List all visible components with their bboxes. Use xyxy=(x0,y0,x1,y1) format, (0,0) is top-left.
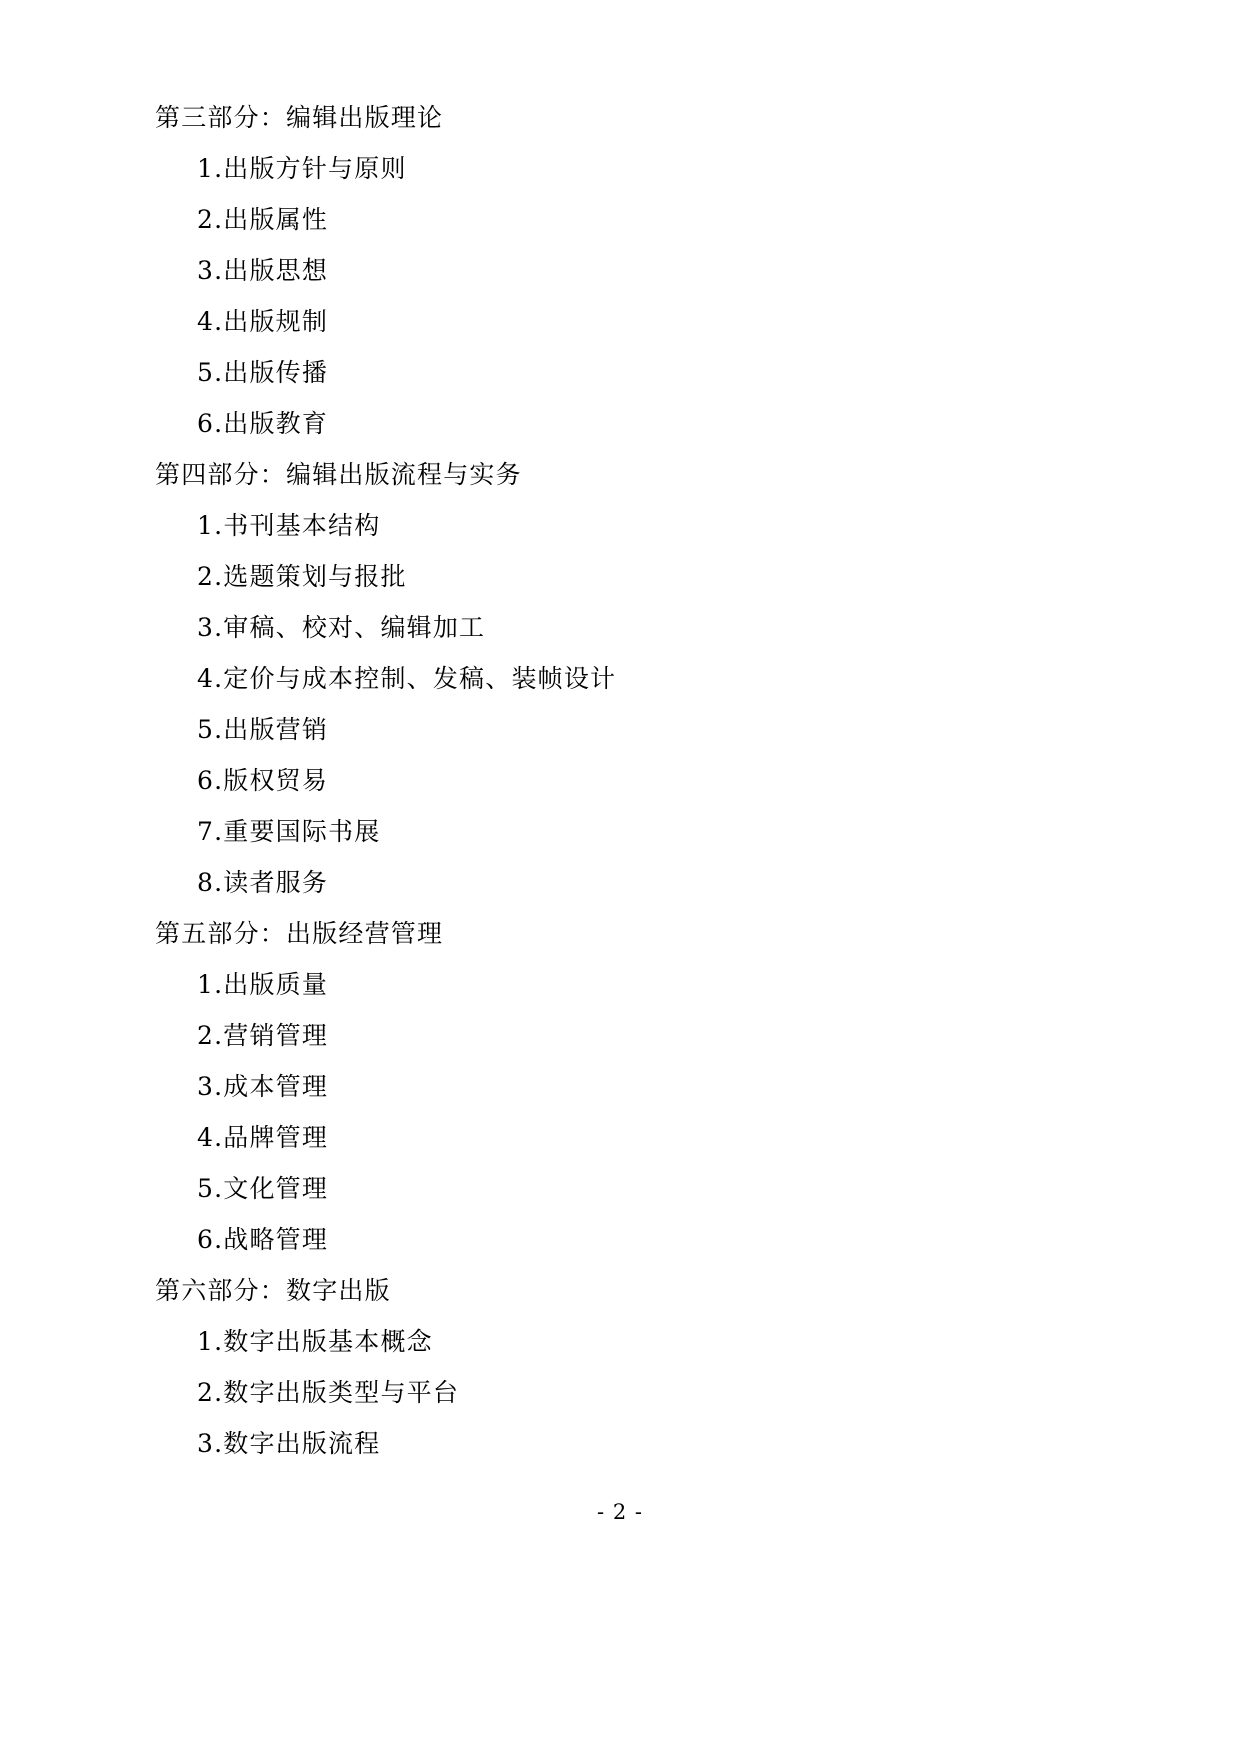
list-item: 6.版权贸易 xyxy=(197,766,329,795)
page-number: - 2 - xyxy=(597,1500,643,1524)
list-item: 6.战略管理 xyxy=(197,1225,329,1254)
list-item: 1.出版质量 xyxy=(197,970,329,999)
list-item: 3.数字出版流程 xyxy=(197,1429,381,1458)
section-part-five xyxy=(155,908,1085,1265)
section-part-six xyxy=(155,1265,1085,1469)
list-item: 5.文化管理 xyxy=(197,1174,329,1203)
section-title: 第四部分：编辑出版流程与实务 xyxy=(155,460,522,489)
list-item: 1.数字出版基本概念 xyxy=(197,1327,433,1356)
list-item: 1.出版方针与原则 xyxy=(197,154,407,183)
list-item: 2.选题策划与报批 xyxy=(197,562,407,591)
list-item: 3.成本管理 xyxy=(197,1072,329,1101)
list-item: 7.重要国际书展 xyxy=(197,817,381,846)
list-item: 5.出版传播 xyxy=(197,358,329,387)
list-item: 8.读者服务 xyxy=(197,868,329,897)
list-item: 4.品牌管理 xyxy=(197,1123,329,1152)
list-item: 4.出版规制 xyxy=(197,307,329,336)
section-title: 第五部分：出版经营管理 xyxy=(155,919,444,948)
document-body xyxy=(155,92,1085,1469)
section-title: 第六部分：数字出版 xyxy=(155,1276,391,1305)
list-item: 2.营销管理 xyxy=(197,1021,329,1050)
list-item: 2.出版属性 xyxy=(197,205,329,234)
list-item: 6.出版教育 xyxy=(197,409,329,438)
list-item: 1.书刊基本结构 xyxy=(197,511,381,540)
list-item: 5.出版营销 xyxy=(197,715,329,744)
list-item: 3.审稿、校对、编辑加工 xyxy=(197,613,486,642)
list-item: 3.出版思想 xyxy=(197,256,329,285)
section-title: 第三部分：编辑出版理论 xyxy=(155,103,444,132)
section-part-four xyxy=(155,449,1085,908)
section-part-three xyxy=(155,92,1085,449)
list-item: 2.数字出版类型与平台 xyxy=(197,1378,460,1407)
list-item: 4.定价与成本控制、发稿、装帧设计 xyxy=(197,664,617,693)
